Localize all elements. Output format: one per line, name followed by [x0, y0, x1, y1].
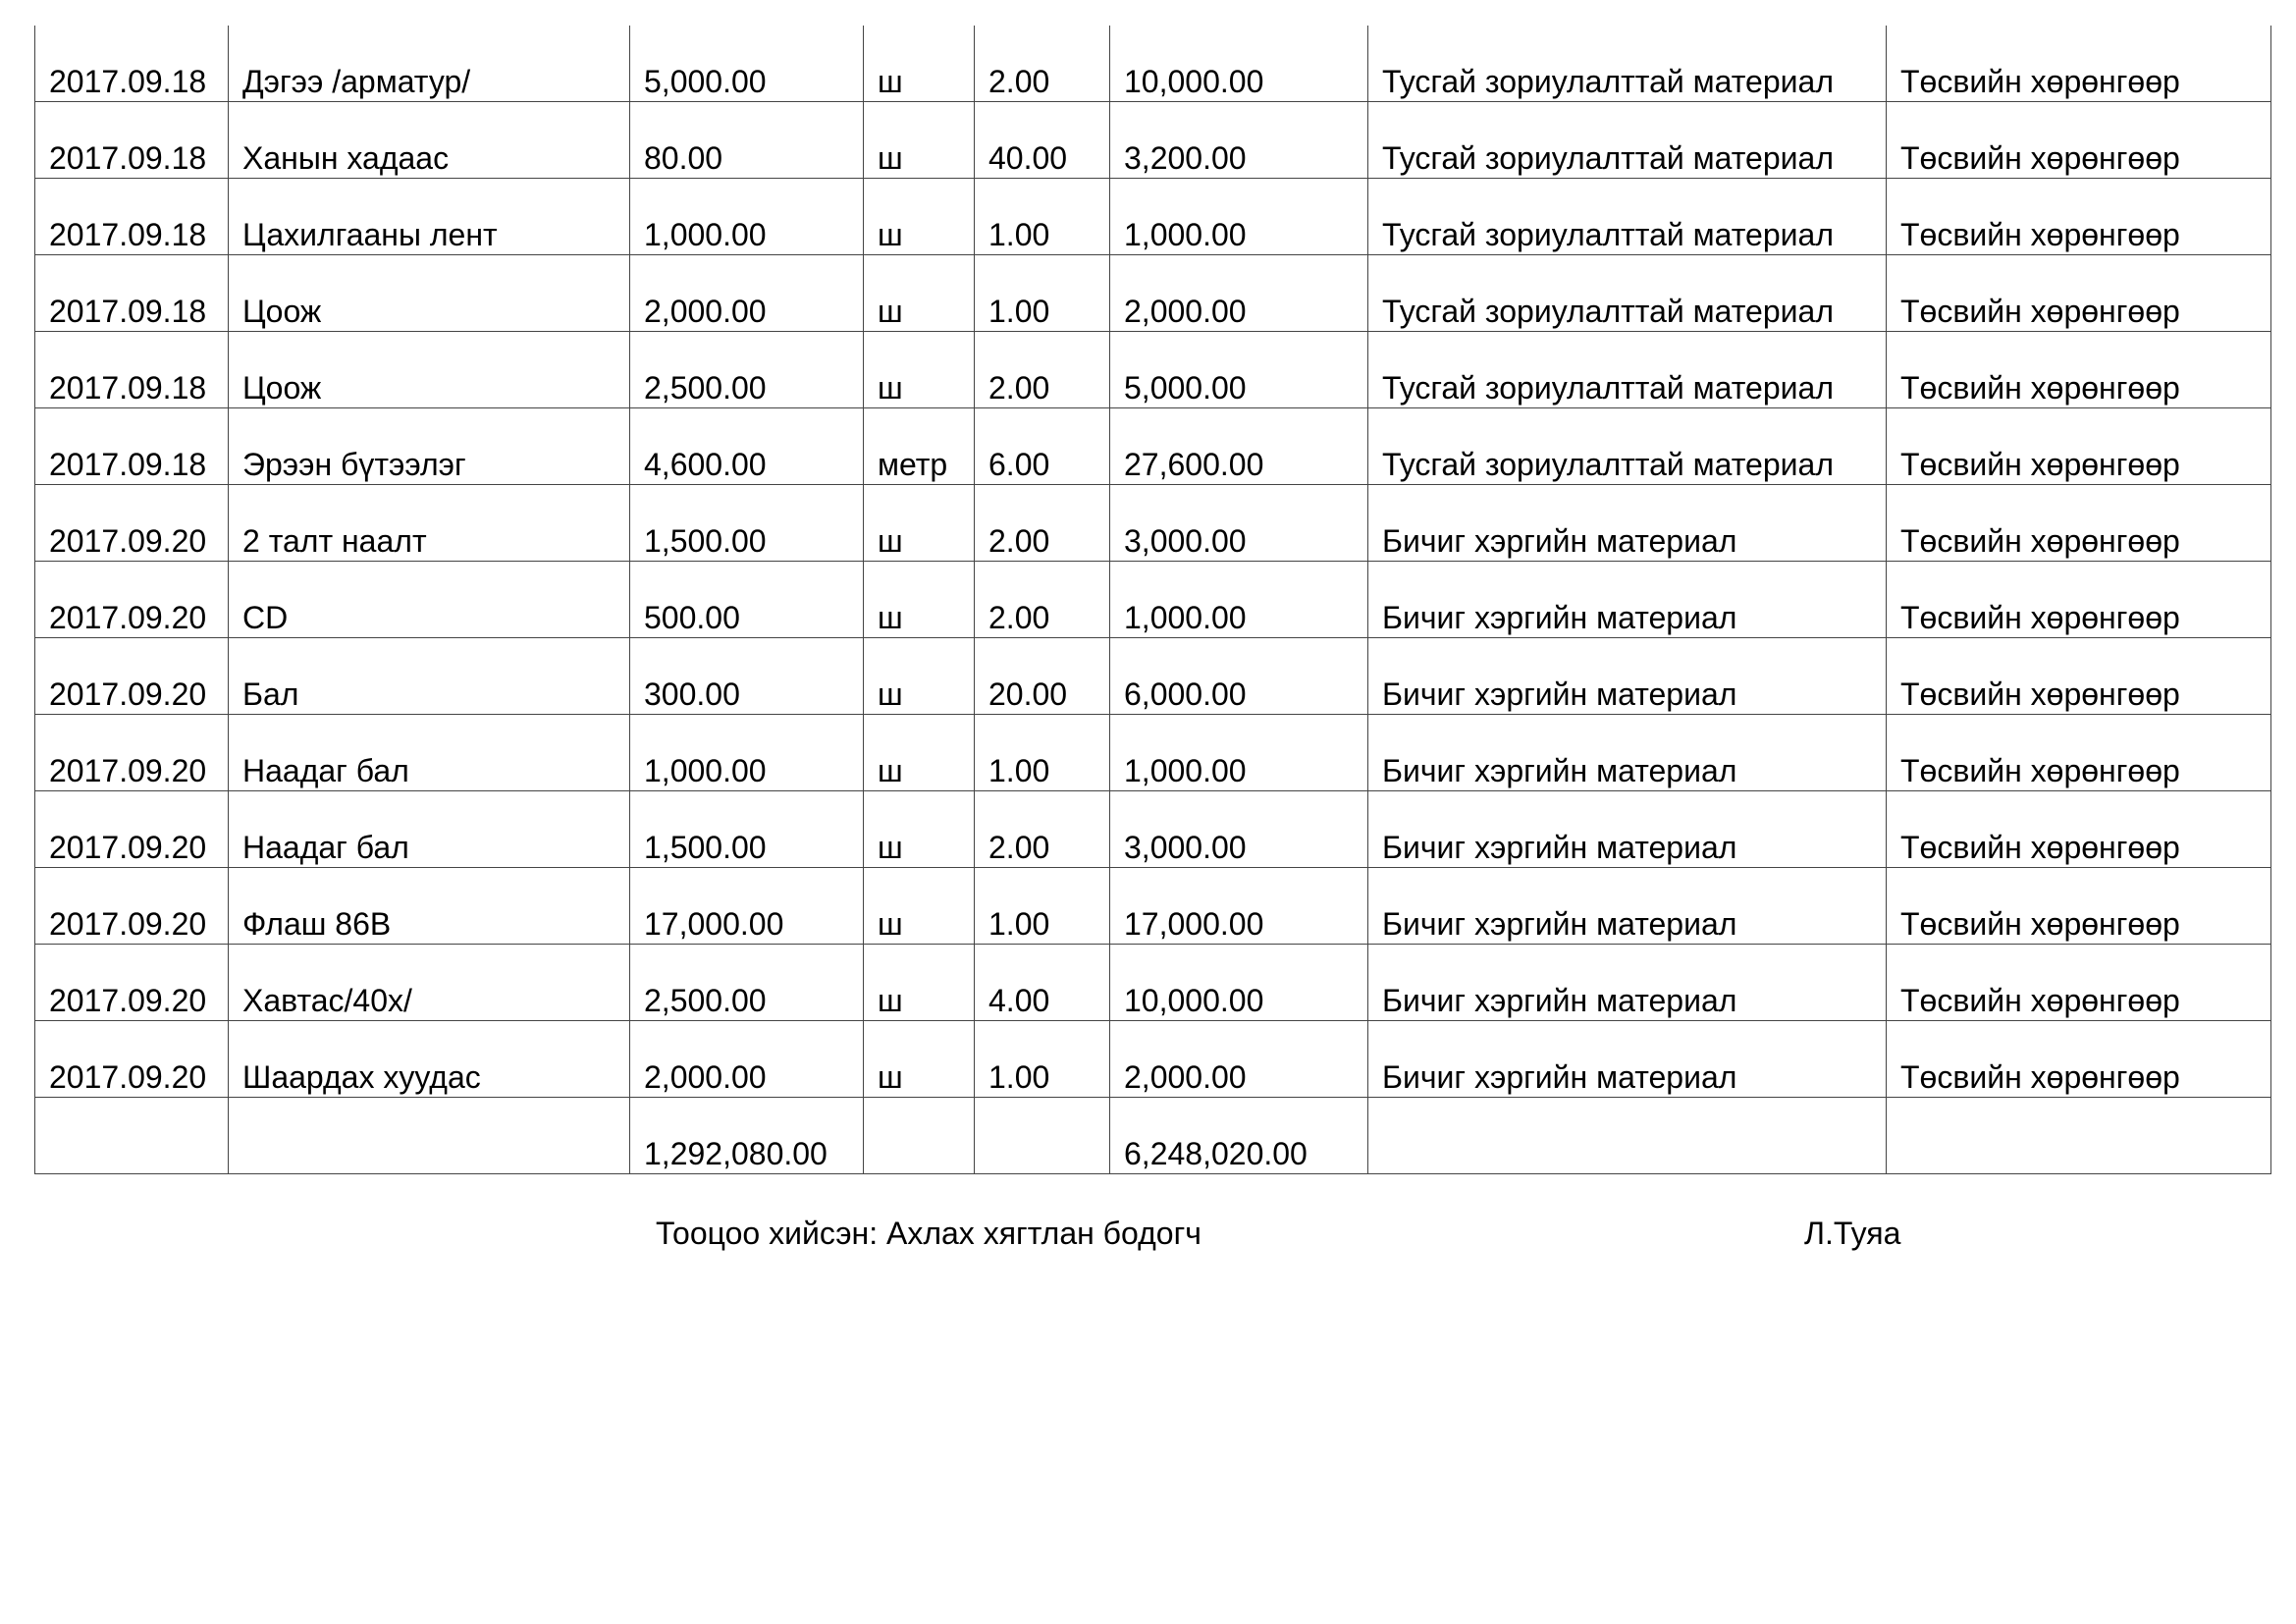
- unit-price-cell: [630, 26, 864, 102]
- quantity-cell: [975, 485, 1110, 562]
- unit-cell-text: ш: [878, 983, 903, 1018]
- item-name-cell-text: CD: [242, 600, 289, 635]
- item-name-cell-text: Цахилгааны лент: [242, 217, 498, 252]
- quantity-cell: [975, 179, 1110, 255]
- unit-price-cell: [630, 408, 864, 485]
- date-cell-text: 2017.09.20: [49, 906, 207, 942]
- quantity-cell: [975, 332, 1110, 408]
- unit-price-cell-text: 300.00: [644, 677, 740, 712]
- amount-total: 6,248,020.00: [1124, 1136, 1308, 1171]
- category-cell-text: Тусгай зориулалттай материал: [1382, 140, 1834, 176]
- quantity-cell-text: 20.00: [988, 677, 1068, 712]
- category-cell: [1368, 485, 1887, 562]
- unit-cell-text: ш: [878, 140, 903, 176]
- unit-price-cell: [630, 102, 864, 179]
- funding-source-cell: [1887, 332, 2271, 408]
- category-cell: [1368, 945, 1887, 1021]
- date-cell: [35, 868, 229, 945]
- category-cell-text: Тусгай зориулалттай материал: [1382, 370, 1834, 406]
- funding-source-cell-text: Төсвийн хөрөнгөөр: [1900, 753, 2180, 788]
- item-name-cell: [229, 408, 630, 485]
- date-cell: [35, 715, 229, 791]
- funding-source-cell-text: Төсвийн хөрөнгөөр: [1900, 370, 2180, 406]
- date-cell-text: 2017.09.18: [49, 294, 207, 329]
- category-cell-text: Бичиг хэргийн материал: [1382, 523, 1737, 559]
- category-cell: [1368, 791, 1887, 868]
- unit-cell: [864, 638, 975, 715]
- unit-price-cell-text: 2,000.00: [644, 1059, 767, 1095]
- unit-cell-text: ш: [878, 753, 903, 788]
- amount-cell: [1110, 791, 1368, 868]
- unit-cell-text: ш: [878, 294, 903, 329]
- category-cell-text: Тусгай зориулалттай материал: [1382, 64, 1834, 99]
- amount-cell: [1110, 485, 1368, 562]
- category-cell-text: Бичиг хэргийн материал: [1382, 1059, 1737, 1095]
- item-name-cell-text: Ханын хадаас: [242, 140, 450, 176]
- table-row: [35, 255, 2271, 332]
- date-cell: [35, 332, 229, 408]
- unit-cell-text: ш: [878, 906, 903, 942]
- amount-cell-text: 10,000.00: [1124, 983, 1264, 1018]
- item-name-cell: [229, 102, 630, 179]
- amount-cell-text: 1,000.00: [1124, 600, 1247, 635]
- unit-price-cell-text: 80.00: [644, 140, 723, 176]
- item-name-cell-text: Шаардах хуудас: [242, 1059, 481, 1095]
- totals-source-cell: [1887, 1098, 2271, 1174]
- amount-cell-text: 1,000.00: [1124, 753, 1247, 788]
- funding-source-cell: [1887, 485, 2271, 562]
- table-row: [35, 638, 2271, 715]
- item-name-cell: [229, 715, 630, 791]
- table-row: [35, 26, 2271, 102]
- quantity-cell: [975, 408, 1110, 485]
- date-cell: [35, 408, 229, 485]
- unit-price-cell: [630, 255, 864, 332]
- unit-price-cell: [630, 868, 864, 945]
- amount-cell: [1110, 255, 1368, 332]
- quantity-cell-text: 1.00: [988, 753, 1050, 788]
- item-name-cell-text: Наадаг бал: [242, 830, 409, 865]
- unit-price-cell: [630, 638, 864, 715]
- quantity-cell-text: 2.00: [988, 830, 1050, 865]
- unit-cell-text: метр: [878, 447, 948, 482]
- unit-price-cell-text: 2,500.00: [644, 370, 767, 406]
- totals-price-cell: [630, 1098, 864, 1174]
- quantity-cell: [975, 562, 1110, 638]
- item-name-cell-text: Наадаг бал: [242, 753, 409, 788]
- quantity-cell: [975, 255, 1110, 332]
- quantity-cell-text: 2.00: [988, 64, 1050, 99]
- table-row: [35, 562, 2271, 638]
- category-cell: [1368, 26, 1887, 102]
- unit-price-cell-text: 500.00: [644, 600, 740, 635]
- date-cell-text: 2017.09.20: [49, 600, 207, 635]
- category-cell-text: Бичиг хэргийн материал: [1382, 906, 1737, 942]
- table-row: [35, 945, 2271, 1021]
- date-cell: [35, 1021, 229, 1098]
- quantity-cell: [975, 945, 1110, 1021]
- unit-price-cell-text: 5,000.00: [644, 64, 767, 99]
- amount-cell-text: 3,000.00: [1124, 830, 1247, 865]
- funding-source-cell-text: Төсвийн хөрөнгөөр: [1900, 1059, 2180, 1095]
- amount-cell: [1110, 638, 1368, 715]
- unit-price-cell-text: 2,000.00: [644, 294, 767, 329]
- funding-source-cell: [1887, 715, 2271, 791]
- category-cell-text: Бичиг хэргийн материал: [1382, 600, 1737, 635]
- date-cell: [35, 562, 229, 638]
- item-name-cell-text: Цоож: [242, 294, 322, 329]
- category-cell: [1368, 562, 1887, 638]
- amount-cell-text: 3,000.00: [1124, 523, 1247, 559]
- item-name-cell: [229, 638, 630, 715]
- totals-amount-cell: [1110, 1098, 1368, 1174]
- unit-price-cell: [630, 485, 864, 562]
- category-cell: [1368, 179, 1887, 255]
- totals-qty-cell: [975, 1098, 1110, 1174]
- quantity-cell-text: 2.00: [988, 523, 1050, 559]
- unit-price-cell: [630, 332, 864, 408]
- funding-source-cell: [1887, 791, 2271, 868]
- quantity-cell-text: 1.00: [988, 1059, 1050, 1095]
- amount-cell: [1110, 868, 1368, 945]
- unit-price-cell: [630, 715, 864, 791]
- amount-cell: [1110, 102, 1368, 179]
- funding-source-cell: [1887, 945, 2271, 1021]
- date-cell-text: 2017.09.20: [49, 753, 207, 788]
- date-cell-text: 2017.09.18: [49, 64, 207, 99]
- item-name-cell: [229, 791, 630, 868]
- date-cell: [35, 791, 229, 868]
- item-name-cell: [229, 485, 630, 562]
- amount-cell-text: 5,000.00: [1124, 370, 1247, 406]
- amount-cell-text: 2,000.00: [1124, 1059, 1247, 1095]
- category-cell: [1368, 638, 1887, 715]
- quantity-cell-text: 1.00: [988, 294, 1050, 329]
- prepared-by-label: Тооцоо хийсэн: Ахлах хягтлан бодогч: [656, 1216, 1201, 1251]
- totals-item-cell: [229, 1098, 630, 1174]
- funding-source-cell-text: Төсвийн хөрөнгөөр: [1900, 523, 2180, 559]
- date-cell-text: 2017.09.18: [49, 140, 207, 176]
- item-name-cell: [229, 26, 630, 102]
- date-cell-text: 2017.09.20: [49, 983, 207, 1018]
- funding-source-cell-text: Төсвийн хөрөнгөөр: [1900, 600, 2180, 635]
- item-name-cell: [229, 255, 630, 332]
- quantity-cell-text: 1.00: [988, 906, 1050, 942]
- amount-cell: [1110, 945, 1368, 1021]
- funding-source-cell: [1887, 102, 2271, 179]
- category-cell-text: Тусгай зориулалттай материал: [1382, 447, 1834, 482]
- table-row: [35, 715, 2271, 791]
- unit-cell: [864, 945, 975, 1021]
- category-cell: [1368, 332, 1887, 408]
- item-name-cell-text: Бал: [242, 677, 299, 712]
- quantity-cell-text: 6.00: [988, 447, 1050, 482]
- quantity-cell-text: 2.00: [988, 600, 1050, 635]
- category-cell: [1368, 102, 1887, 179]
- date-cell-text: 2017.09.18: [49, 370, 207, 406]
- unit-cell: [864, 102, 975, 179]
- unit-price-cell-text: 1,000.00: [644, 217, 767, 252]
- funding-source-cell: [1887, 255, 2271, 332]
- table-row: [35, 791, 2271, 868]
- expense-table-container: [34, 26, 2270, 1174]
- unit-price-cell-text: 17,000.00: [644, 906, 784, 942]
- totals-date-cell: [35, 1098, 229, 1174]
- category-cell: [1368, 715, 1887, 791]
- unit-cell-text: ш: [878, 217, 903, 252]
- amount-cell-text: 1,000.00: [1124, 217, 1247, 252]
- quantity-cell: [975, 1021, 1110, 1098]
- unit-cell: [864, 868, 975, 945]
- unit-price-cell-text: 4,600.00: [644, 447, 767, 482]
- unit-cell: [864, 791, 975, 868]
- category-cell-text: Бичиг хэргийн материал: [1382, 830, 1737, 865]
- unit-price-cell: [630, 562, 864, 638]
- unit-cell-text: ш: [878, 370, 903, 406]
- unit-price-cell: [630, 791, 864, 868]
- unit-cell: [864, 332, 975, 408]
- quantity-cell-text: 4.00: [988, 983, 1050, 1018]
- table-row: [35, 868, 2271, 945]
- amount-cell: [1110, 179, 1368, 255]
- quantity-cell-text: 2.00: [988, 370, 1050, 406]
- date-cell: [35, 179, 229, 255]
- funding-source-cell: [1887, 1021, 2271, 1098]
- amount-cell-text: 17,000.00: [1124, 906, 1264, 942]
- funding-source-cell: [1887, 26, 2271, 102]
- table-row: [35, 485, 2271, 562]
- funding-source-cell-text: Төсвийн хөрөнгөөр: [1900, 830, 2180, 865]
- category-cell: [1368, 868, 1887, 945]
- item-name-cell-text: Флаш 86B: [242, 906, 392, 942]
- unit-cell: [864, 715, 975, 791]
- unit-cell: [864, 1021, 975, 1098]
- category-cell: [1368, 408, 1887, 485]
- totals-row: [35, 1098, 2271, 1174]
- funding-source-cell: [1887, 868, 2271, 945]
- category-cell: [1368, 255, 1887, 332]
- item-name-cell-text: Хавтас/40х/: [242, 983, 412, 1018]
- date-cell-text: 2017.09.18: [49, 217, 207, 252]
- totals-category-cell: [1368, 1098, 1887, 1174]
- amount-cell-text: 3,200.00: [1124, 140, 1247, 176]
- table-row: [35, 1021, 2271, 1098]
- category-cell-text: Бичиг хэргийн материал: [1382, 677, 1737, 712]
- amount-cell: [1110, 715, 1368, 791]
- funding-source-cell-text: Төсвийн хөрөнгөөр: [1900, 983, 2180, 1018]
- expense-table: [34, 26, 2271, 1174]
- amount-cell: [1110, 562, 1368, 638]
- unit-cell: [864, 485, 975, 562]
- quantity-cell: [975, 791, 1110, 868]
- funding-source-cell: [1887, 562, 2271, 638]
- unit-cell-text: ш: [878, 677, 903, 712]
- price-total: 1,292,080.00: [644, 1136, 828, 1171]
- date-cell-text: 2017.09.20: [49, 1059, 207, 1095]
- amount-cell-text: 10,000.00: [1124, 64, 1264, 99]
- item-name-cell: [229, 562, 630, 638]
- quantity-cell: [975, 26, 1110, 102]
- item-name-cell: [229, 332, 630, 408]
- category-cell-text: Тусгай зориулалттай материал: [1382, 217, 1834, 252]
- date-cell-text: 2017.09.20: [49, 830, 207, 865]
- item-name-cell-text: Цоож: [242, 370, 322, 406]
- quantity-cell: [975, 715, 1110, 791]
- table-body: [35, 26, 2271, 1174]
- unit-cell-text: ш: [878, 1059, 903, 1095]
- category-cell-text: Бичиг хэргийн материал: [1382, 753, 1737, 788]
- category-cell-text: Бичиг хэргийн материал: [1382, 983, 1737, 1018]
- unit-cell-text: ш: [878, 600, 903, 635]
- date-cell: [35, 945, 229, 1021]
- amount-cell: [1110, 26, 1368, 102]
- unit-price-cell-text: 1,500.00: [644, 523, 767, 559]
- amount-cell: [1110, 1021, 1368, 1098]
- item-name-cell-text: 2 талт наалт: [242, 523, 427, 559]
- table-row: [35, 408, 2271, 485]
- funding-source-cell-text: Төсвийн хөрөнгөөр: [1900, 217, 2180, 252]
- unit-cell-text: ш: [878, 64, 903, 99]
- item-name-cell: [229, 868, 630, 945]
- table-row: [35, 102, 2271, 179]
- amount-cell: [1110, 332, 1368, 408]
- date-cell: [35, 255, 229, 332]
- date-cell-text: 2017.09.20: [49, 523, 207, 559]
- date-cell: [35, 485, 229, 562]
- date-cell-text: 2017.09.20: [49, 677, 207, 712]
- funding-source-cell-text: Төсвийн хөрөнгөөр: [1900, 906, 2180, 942]
- amount-cell-text: 6,000.00: [1124, 677, 1247, 712]
- preparer-name: Л.Туяа: [1804, 1216, 1901, 1251]
- item-name-cell: [229, 1021, 630, 1098]
- funding-source-cell-text: Төсвийн хөрөнгөөр: [1900, 447, 2180, 482]
- quantity-cell-text: 1.00: [988, 217, 1050, 252]
- date-cell: [35, 26, 229, 102]
- funding-source-cell-text: Төсвийн хөрөнгөөр: [1900, 677, 2180, 712]
- amount-cell-text: 27,600.00: [1124, 447, 1264, 482]
- unit-cell: [864, 26, 975, 102]
- item-name-cell: [229, 945, 630, 1021]
- unit-price-cell: [630, 179, 864, 255]
- unit-cell: [864, 562, 975, 638]
- unit-cell-text: ш: [878, 830, 903, 865]
- funding-source-cell: [1887, 408, 2271, 485]
- funding-source-cell-text: Төсвийн хөрөнгөөр: [1900, 64, 2180, 99]
- unit-cell-text: ш: [878, 523, 903, 559]
- date-cell: [35, 638, 229, 715]
- unit-price-cell-text: 2,500.00: [644, 983, 767, 1018]
- date-cell-text: 2017.09.18: [49, 447, 207, 482]
- amount-cell: [1110, 408, 1368, 485]
- unit-cell: [864, 179, 975, 255]
- category-cell: [1368, 1021, 1887, 1098]
- unit-price-cell: [630, 1021, 864, 1098]
- unit-price-cell-text: 1,500.00: [644, 830, 767, 865]
- unit-price-cell-text: 1,000.00: [644, 753, 767, 788]
- unit-cell: [864, 255, 975, 332]
- funding-source-cell-text: Төсвийн хөрөнгөөр: [1900, 140, 2180, 176]
- category-cell-text: Тусгай зориулалттай материал: [1382, 294, 1834, 329]
- date-cell: [35, 102, 229, 179]
- quantity-cell: [975, 868, 1110, 945]
- funding-source-cell: [1887, 179, 2271, 255]
- quantity-cell-text: 40.00: [988, 140, 1068, 176]
- quantity-cell: [975, 102, 1110, 179]
- item-name-cell: [229, 179, 630, 255]
- table-row: [35, 332, 2271, 408]
- unit-price-cell: [630, 945, 864, 1021]
- quantity-cell: [975, 638, 1110, 715]
- table-row: [35, 179, 2271, 255]
- item-name-cell-text: Эрээн бүтээлэг: [242, 447, 466, 482]
- item-name-cell-text: Дэгээ /арматур/: [242, 64, 471, 99]
- totals-unit-cell: [864, 1098, 975, 1174]
- funding-source-cell-text: Төсвийн хөрөнгөөр: [1900, 294, 2180, 329]
- amount-cell-text: 2,000.00: [1124, 294, 1247, 329]
- funding-source-cell: [1887, 638, 2271, 715]
- unit-cell: [864, 408, 975, 485]
